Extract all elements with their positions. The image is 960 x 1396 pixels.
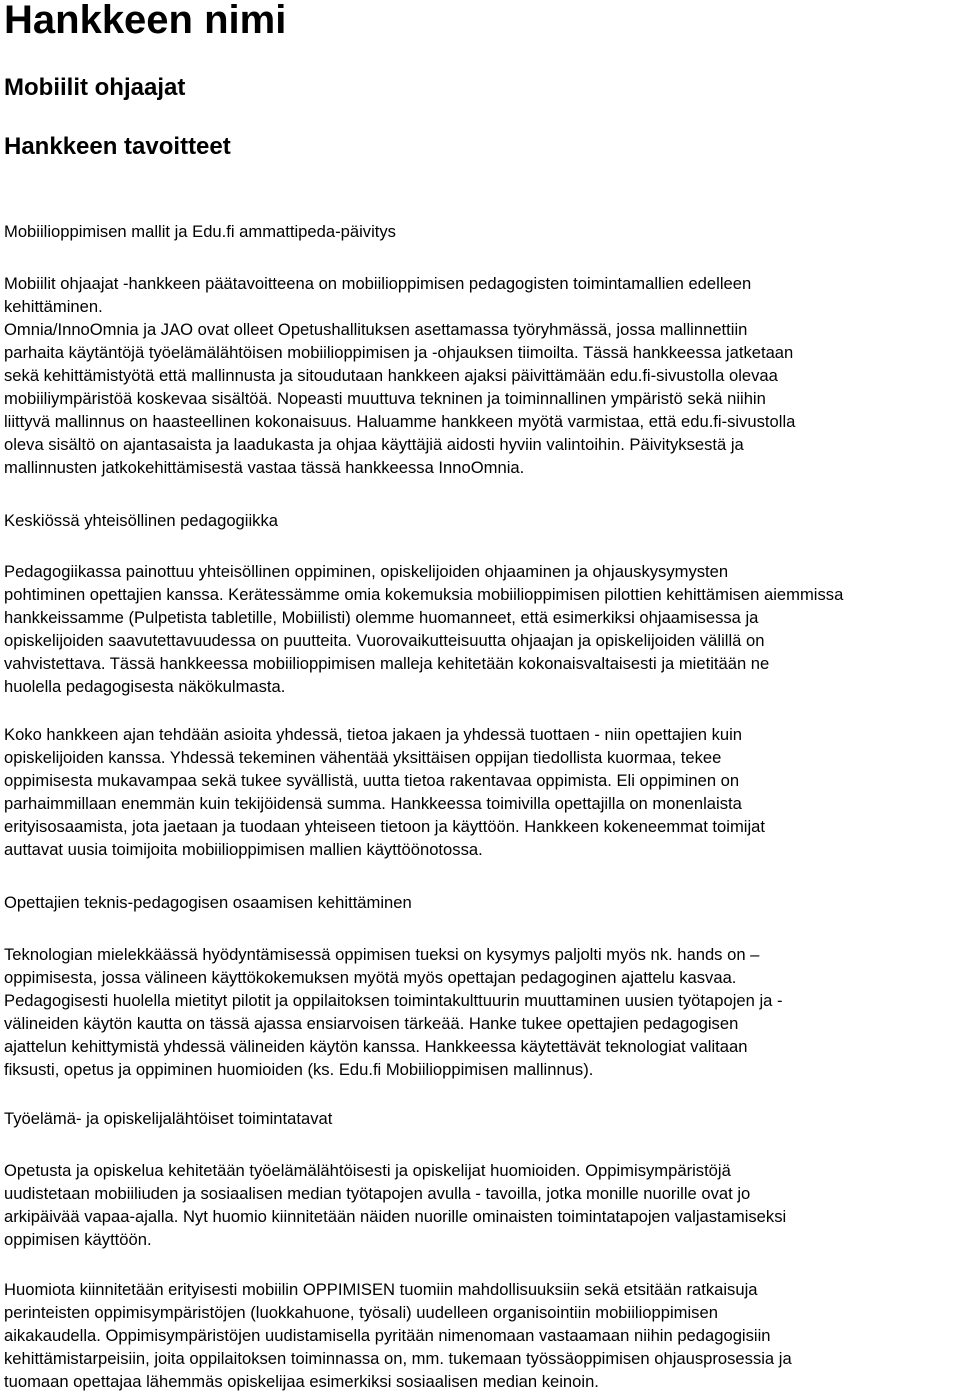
document-title: Hankkeen nimi xyxy=(4,0,287,42)
paragraph-line: mobiiliympäristöä koskevaa sisältöä. Nopeasti muuttuva tekninen ja toiminnallinen ympäristö sekä niihin xyxy=(4,389,766,408)
paragraph-working-life-2 xyxy=(4,1278,956,1393)
paragraph-line: liittyvä mallinnus on haasteellinen kokonaisuus. Haluamme hankkeen myötä varmistaa, että edu.fi-sivustolla xyxy=(4,412,796,431)
paragraph-line: hankkeissamme (Pulpetista tabletille, Mobiilisti) olemme huomanneet, että esimerkiksi ohjaamisessa ja xyxy=(4,608,759,627)
paragraph-line: pohtiminen opettajien kanssa. Kerätessämme omia kokemuksia mobiilioppimisen pilottien kehittämisen aiemmissa xyxy=(4,585,844,604)
paragraph-line: erityisosaamista, jota jaetaan ja tuodaan yhteiseen tietoon ja käyttöön. Hankkeen kokeneemmat toimijat xyxy=(4,817,765,836)
goals-heading: Hankkeen tavoitteet xyxy=(4,133,231,160)
paragraph-line: opiskelijoiden saavutettavuudessa on puutteita. Vuorovaikutteisuutta ohjaajan ja opiskelijoiden välillä on xyxy=(4,631,765,650)
paragraph-line: kehittämistarpeisiin, joita oppilaitoksen toiminnassa on, mm. tukemaan työssäoppimisen ohjausprosessia ja xyxy=(4,1349,792,1368)
paragraph-line: arkipäivää vapaa-ajalla. Nyt huomio kiinnitetään näiden nuorille ominaisten toimintatapojen valjastamiseksi xyxy=(4,1207,787,1226)
paragraph-line: Teknologian mielekkäässä hyödyntämisessä oppimisen tueksi on kysymys paljolti myös nk. hands on – xyxy=(4,945,760,964)
paragraph-line: mallinnusten jatkokehittämisestä vastaa tässä hankkeessa InnoOmnia. xyxy=(4,458,525,477)
paragraph-line: opiskelijoiden kanssa. Yhdessä tekeminen vähentää yksittäisen oppijan tiedollista kuormaa, tekee xyxy=(4,748,722,767)
paragraph-line: Koko hankkeen ajan tehdään asioita yhdessä, tietoa jakaen ja yhdessä tuottaen - niin opettajien kuin xyxy=(4,725,743,744)
paragraph-line: aikakaudella. Oppimisympäristöjen uudistamisella pyritään nimenomaan vastaamaan niihin pedagogisiin xyxy=(4,1326,771,1345)
paragraph-line: vahvistettava. Tässä hankkeessa mobiilioppimisen malleja kehitetään kokonaisvaltaisesti ja mietitään ne xyxy=(4,654,770,673)
paragraph-line: huolella pedagogisesta näkökulmasta. xyxy=(4,677,286,696)
section-heading-mobile-models: Mobiilioppimisen mallit ja Edu.fi ammattipeda-päivitys xyxy=(4,222,396,241)
paragraph-line: tuomaan opettajaa lähemmäs opiskelijaa esimerkiksi sosiaalisen median keinoin. xyxy=(4,1372,599,1391)
section-heading-teacher-skills: Opettajien teknis-pedagogisen osaamisen kehittäminen xyxy=(4,893,412,912)
paragraph-line: parhaita käytäntöjä työelämälähtöisen mobiilioppimisen ja -ohjauksen tiimoilta. Tässä hankkeessa jatketaan xyxy=(4,343,794,362)
paragraph-line: fiksusti, opetus ja oppiminen huomioiden (ks. Edu.fi Mobiilioppimisen mallinnus). xyxy=(4,1060,594,1079)
paragraph-line: kehittäminen. xyxy=(4,297,103,316)
paragraph-line: parhaimmillaan enemmän kuin tekijöidensä summa. Hankkeessa toimivilla opettajilla on monenlaista xyxy=(4,794,742,813)
section-heading-collaborative-pedagogy: Keskiössä yhteisöllinen pedagogiikka xyxy=(4,511,278,530)
paragraph-line: uudistetaan mobiiliuden ja sosiaalisen median työtapojen avulla - tavoilla, jotka monille nuorille ovat jo xyxy=(4,1184,751,1203)
paragraph-teacher-skills xyxy=(4,943,956,1081)
paragraph-line: välineiden käytön kautta on tässä ajassa ensiarvoisen tärkeää. Hanke tukee opettajien pedagogisen xyxy=(4,1014,739,1033)
paragraph-line: oppimisen käyttöön. xyxy=(4,1230,152,1249)
paragraph-line: oppimisesta mukavampaa sekä tukee syvällistä, uutta tietoa rakentavaa oppimista. Eli oppiminen on xyxy=(4,771,740,790)
paragraph-line: auttavat uusia toimijoita mobiilioppimisen mallien käyttöönotossa. xyxy=(4,840,483,859)
paragraph-line: Pedagogisesti huolella mietityt pilotit ja oppilaitoksen toimintakulttuurin muuttaminen uusien työtapojen ja - xyxy=(4,991,783,1010)
paragraph-line: sekä kehittämistyötä että mallinnusta ja sitoudutaan hankkeen ajaksi päivittämään edu.fi-sivustolla olevaa xyxy=(4,366,778,385)
project-name: Mobiilit ohjaajat xyxy=(4,74,186,101)
paragraph-working-life-1 xyxy=(4,1159,956,1251)
paragraph-line: ajattelun kehittymistä yhdessä välineiden käytön kanssa. Hankkeessa käytettävät teknologiat valitaan xyxy=(4,1037,748,1056)
paragraph-mobile-models xyxy=(4,272,956,479)
paragraph-collaborative-pedagogy-1 xyxy=(4,560,956,698)
paragraph-line: Mobiilit ohjaajat -hankkeen päätavoitteena on mobiilioppimisen pedagogisten toimintamallien edelleen xyxy=(4,274,752,293)
paragraph-line: perinteisten oppimisympäristöjen (luokkahuone, työsali) uudelleen organisointiin mobiilioppimisen xyxy=(4,1303,718,1322)
paragraph-line: Huomiota kiinnitetään erityisesti mobiilin OPPIMISEN tuomiin mahdollisuuksiin sekä etsitään ratkaisuja xyxy=(4,1280,758,1299)
paragraph-line: Opetusta ja opiskelua kehitetään työelämälähtöisesti ja opiskelijat huomioiden. Oppimisympäristöjä xyxy=(4,1161,731,1180)
paragraph-line: Omnia/InnoOmnia ja JAO ovat olleet Opetushallituksen asettamassa työryhmässä, jossa mallinnettiin xyxy=(4,320,748,339)
paragraph-line: oleva sisältö on ajantasaista ja laadukasta ja ohjaa käyttäjiä aidosti hyviin valintoihin. Päivityksestä ja xyxy=(4,435,744,454)
paragraph-line: Pedagogiikassa painottuu yhteisöllinen oppiminen, opiskelijoiden ohjaaminen ja ohjauskysymysten xyxy=(4,562,729,581)
paragraph-line: oppimisesta, jossa välineen käyttökokemuksen myötä myös opettajan pedagoginen ajattelu kasvaa. xyxy=(4,968,737,987)
section-heading-working-life: Työelämä- ja opiskelijalähtöiset toimintatavat xyxy=(4,1109,333,1128)
paragraph-collaborative-pedagogy-2 xyxy=(4,723,956,861)
